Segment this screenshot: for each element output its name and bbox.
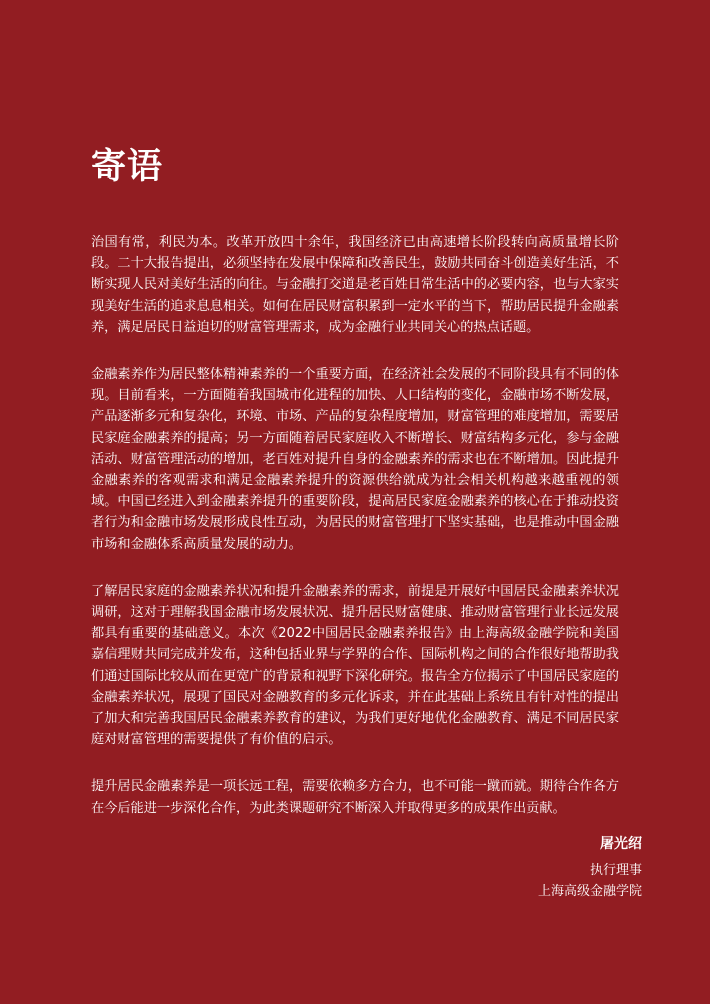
paragraph-3: 了解居民家庭的金融素养状况和提升金融素养的需求，前提是开展好中国居民金融素养状况调研，这对于理解我国金融市场发展状况、提升居民财富健康、推动财富管理行业长远发展都具有重要的基础意义。本次《2022中国居民金融素养报告》由上海高级金融学院和美国嘉信理财共同完成并发布，这种包括业界与学界的合作、国际机构之间的合作很好地帮助我们通过国际比较从而在更宽广的背景和视野下深化研究。报告全方位揭示了中国居民家庭的金融素养状况，展现了国民对金融教育的多元化诉求，并在此基础上系统且有针对性的提出了加大和完善我国居民金融素养教育的建议，为我们更好地优化金融教育、满足不同居民家庭对财富管理的需要提供了有价值的启示。 xyxy=(91,583,619,748)
paragraph-1: 治国有常，利民为本。改革开放四十余年，我国经济已由高速增长阶段转向高质量增长阶段。二十大报告提出，必须坚持在发展中保障和改善民生，鼓励共同奋斗创造美好生活，不断实现人民对美好生活的向往。与金融打交道是老百姓日常生活中的必要内容，也与大家实现美好生活的追求息息相关。如何在居民财富积累到一定水平的当下，帮助居民提升金融素养，满足居民日益迫切的财富管理需求，成为金融行业共同关心的热点话题。 xyxy=(91,235,619,335)
signature-position: 执行理事 xyxy=(589,863,642,878)
signature-organization: 上海高级金融学院 xyxy=(537,884,642,899)
page-title: 寄语 xyxy=(91,147,164,187)
signature-name: 屠光绍 xyxy=(600,836,642,852)
signature-block xyxy=(538,833,642,902)
body-text xyxy=(91,232,619,845)
paragraph-4: 提升居民金融素养是一项长远工程，需要依赖多方合力，也不可能一蹴而就。期待合作各方在今后能进一步深化合作，为此类课题研究不断深入并取得更多的成果作出贡献。 xyxy=(91,779,619,816)
paragraph-2: 金融素养作为居民整体精神素养的一个重要方面，在经济社会发展的不同阶段具有不同的体现。目前看来，一方面随着我国城市化进程的加快、人口结构的变化，金融市场不断发展，产品逐渐多元和复杂化，环境、市场、产品的复杂程度增加，财富管理的难度增加，需要居民家庭金融素养的提高；另一方面随着居民家庭收入不断增长、财富结构多元化，参与金融活动、财富管理活动的增加，老百姓对提升自身的金融素养的需求也在不断增加。因此提升金融素养的客观需求和满足金融素养提升的资源供给就成为社会相关机构越来越重视的领域。中国已经进入到金融素养提升的重要阶段，提高居民家庭金融素养的核心在于推动投资者行为和金融市场发展形成良性互动，为居民的财富管理打下坚实基础，也是推动中国金融市场和金融体系高质量发展的动力。 xyxy=(91,367,619,552)
